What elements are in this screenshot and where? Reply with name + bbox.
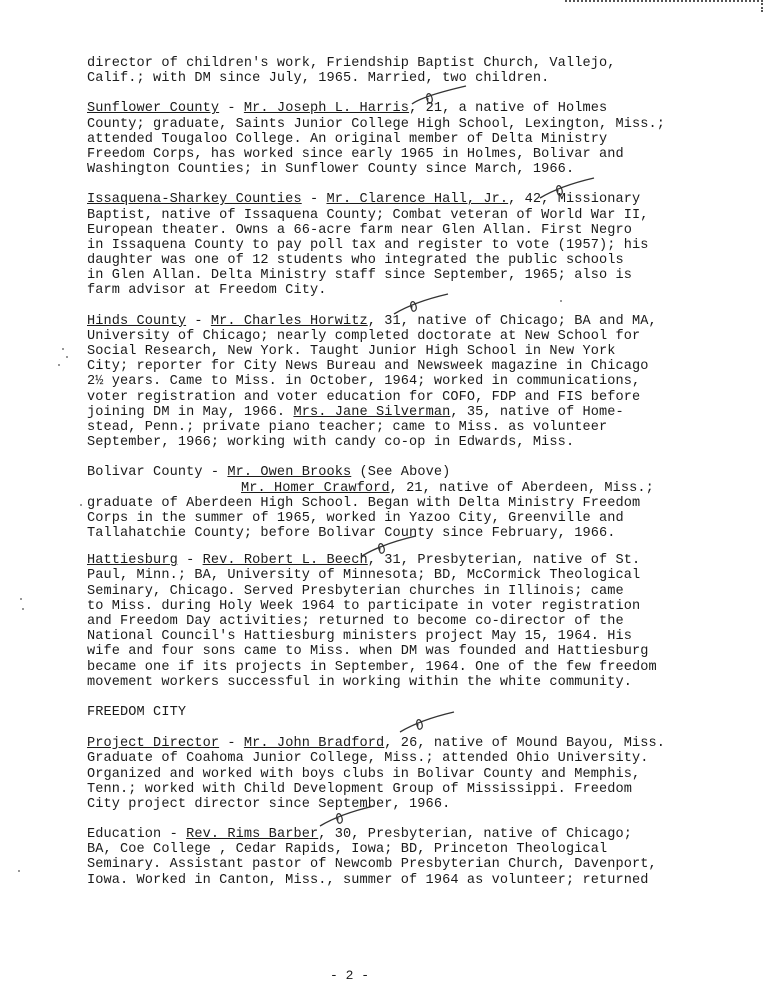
paragraph-bolivar-county bbox=[87, 465, 727, 541]
separator: - bbox=[177, 553, 203, 569]
text-line: and Freedom Day activities; returned to become co-director of the bbox=[87, 614, 624, 629]
text-line: City; reporter for City News Bureau and Newsweek magazine in Chicago bbox=[87, 359, 649, 375]
page-edge-dots-right bbox=[758, 0, 763, 12]
text-line: Calif.; with DM since July, 1965. Married, two children. bbox=[87, 71, 550, 87]
handwritten-check-mark-icon bbox=[410, 84, 470, 110]
text-line: City project director since September, 1966. bbox=[87, 796, 451, 812]
separator: - bbox=[219, 101, 244, 117]
entry-first-line bbox=[87, 736, 727, 751]
paragraph-intro bbox=[87, 56, 727, 86]
text-line: stead, Penn.; private piano teacher; came to Miss. as volunteer bbox=[87, 419, 608, 435]
text-line: European theater. Owns a 66-acre farm near Glen Allan. First Negro bbox=[87, 222, 632, 238]
handwritten-check-mark-icon bbox=[398, 710, 458, 736]
text-line: daughter was one of 12 students who integrated the public schools bbox=[87, 253, 624, 269]
page-edge-dots bbox=[565, 0, 763, 2]
text-line: Paul, Minn.; BA, University of Minnesota; BD, McCormick Theological bbox=[87, 568, 641, 584]
text-line: National Council's Hattiesburg ministers project May 15, 1964. His bbox=[87, 629, 632, 645]
paragraph-issaquena-sharkey bbox=[87, 192, 727, 298]
handwritten-check-mark-icon bbox=[538, 176, 598, 202]
text-line: Baptist, native of Issaquena County; Combat veteran of World War II, bbox=[87, 207, 649, 223]
separator: - bbox=[161, 827, 187, 843]
staff-name-second: Mrs. Jane Silverman bbox=[293, 404, 451, 420]
text-line: County; graduate, Saints Junior College High School, Lexington, Miss.; bbox=[87, 116, 666, 132]
text-line: in Glen Allan. Delta Ministry staff since September, 1965; also is bbox=[87, 268, 632, 284]
text-line: University of Chicago; nearly completed doctorate at New School for bbox=[87, 328, 641, 344]
text-line: Iowa. Worked in Canton, Miss., summer of 1964 as volunteer; returned bbox=[87, 872, 649, 888]
scan-speck bbox=[22, 608, 24, 610]
entry-second-staff-line bbox=[87, 481, 727, 496]
text-line: Organized and worked with boys clubs in Bolivar County and Memphis, bbox=[87, 766, 641, 782]
handwritten-check-mark-icon bbox=[360, 534, 420, 560]
staff-name-second: Mr. Homer Crawford bbox=[241, 480, 390, 496]
document-body bbox=[87, 56, 727, 903]
page-number: - 2 - bbox=[330, 968, 370, 983]
separator: - bbox=[202, 465, 228, 481]
text-line: wife and four sons came to Miss. when DM was founded and Hattiesburg bbox=[87, 644, 649, 660]
text-fragment: , 21, native of Aberdeen, Miss.; bbox=[389, 480, 654, 496]
text-line: director of children's work, Friendship Baptist Church, Vallejo, bbox=[87, 56, 616, 71]
entry-second-staff-line bbox=[87, 405, 727, 420]
text-line: graduate of Aberdeen High School. Began with Delta Ministry Freedom bbox=[87, 495, 641, 511]
text-line: to Miss. during Holy Week 1964 to participate in voter registration bbox=[87, 598, 641, 614]
scan-speck bbox=[62, 348, 64, 350]
text-line: September, 1966; working with candy co-op in Edwards, Miss. bbox=[87, 435, 575, 451]
text-line: Social Research, New York. Taught Junior High School in New York bbox=[87, 344, 616, 359]
text-line: in Issaquena County to pay poll tax and register to vote (1957); his bbox=[87, 237, 649, 253]
entry-first-line bbox=[87, 192, 727, 207]
separator: - bbox=[186, 313, 211, 329]
text-fragment: , 26, native of Mound Bayou, Miss. bbox=[384, 736, 666, 752]
county-heading: Hinds County bbox=[87, 313, 187, 329]
text-fragment: , 42, Missionary bbox=[508, 192, 641, 208]
paragraph-hattiesburg bbox=[87, 553, 727, 690]
separator: - bbox=[219, 736, 244, 752]
text-line: farm advisor at Freedom City. bbox=[87, 283, 327, 299]
text-fragment: (See Above) bbox=[351, 465, 451, 481]
staff-name: Mr. Charles Horwitz bbox=[210, 313, 368, 329]
paragraph-sunflower-county bbox=[87, 101, 727, 177]
text-line: Tallahatchie County; before Bolivar County since February, 1966. bbox=[87, 526, 616, 542]
staff-name: Mr. Clarence Hall, Jr. bbox=[326, 192, 509, 208]
entry-first-line bbox=[87, 101, 727, 116]
role-heading: Project Director bbox=[87, 736, 220, 752]
text-line: Tenn.; worked with Child Development Group of Mississippi. Freedom bbox=[87, 781, 632, 797]
text-line: BA, Coe College , Cedar Rapids, Iowa; BD, Princeton Theological bbox=[87, 842, 608, 858]
paragraph-education bbox=[87, 827, 727, 888]
paragraph-hinds-county bbox=[87, 314, 727, 451]
scan-speck bbox=[560, 300, 562, 302]
staff-name: Mr. Joseph L. Harris bbox=[243, 101, 410, 117]
staff-name: Mr. John Bradford bbox=[243, 736, 385, 752]
county-heading: Sunflower County bbox=[87, 101, 220, 117]
text-fragment: , 30, Presbyterian, native of Chicago; bbox=[318, 827, 633, 843]
entry-first-line bbox=[87, 465, 727, 480]
text-fragment: , 31, native of Chicago; BA and MA, bbox=[367, 313, 657, 329]
text-line: Washington Counties; in Sunflower County since March, 1966. bbox=[87, 162, 575, 178]
text-line: Graduate of Coahoma Junior College, Miss.; attended Ohio University. bbox=[87, 751, 649, 767]
section-title: FREEDOM CITY bbox=[87, 704, 187, 720]
role-heading: Education bbox=[87, 827, 162, 843]
text-line: voter registration and voter education for COFO, FDP and FIS before bbox=[87, 389, 641, 405]
separator: - bbox=[301, 192, 327, 208]
scan-speck bbox=[66, 356, 68, 358]
text-line: Seminary. Assistant pastor of Newcomb Presbyterian Church, Davenport, bbox=[87, 857, 657, 873]
staff-name: Rev. Robert L. Beech bbox=[202, 553, 368, 569]
text-fragment: , 31, Presbyterian, native of St. bbox=[367, 553, 641, 569]
handwritten-check-mark-icon bbox=[318, 804, 378, 830]
text-line: Seminary, Chicago. Served Presbyterian churches in Illinois; came bbox=[87, 583, 624, 599]
staff-name: Rev. Rims Barber bbox=[186, 827, 319, 843]
staff-name: Mr. Owen Brooks bbox=[227, 465, 352, 481]
text-fragment: , 21, a native of Holmes bbox=[409, 101, 608, 117]
text-line: movement workers successful in working within the white community. bbox=[87, 674, 632, 690]
county-heading: Hattiesburg bbox=[87, 553, 178, 569]
county-heading: Bolivar County bbox=[87, 465, 203, 481]
text-fragment: joining DM in May, 1966. bbox=[87, 404, 286, 420]
text-line: Freedom Corps, has worked since early 1965 in Holmes, Bolivar and bbox=[87, 146, 624, 162]
handwritten-check-mark-icon bbox=[392, 292, 452, 318]
county-heading: Issaquena-Sharkey Counties bbox=[87, 192, 302, 208]
scan-speck bbox=[58, 364, 60, 366]
entry-first-line bbox=[87, 827, 727, 842]
scan-speck bbox=[18, 870, 20, 872]
scan-speck bbox=[20, 598, 22, 600]
text-line: attended Tougaloo College. An original member of Delta Ministry bbox=[87, 131, 608, 147]
text-line: 2½ years. Came to Miss. in October, 1964; worked in communications, bbox=[87, 374, 641, 390]
paragraph-project-director bbox=[87, 736, 727, 812]
text-fragment: , 35, native of Home- bbox=[450, 404, 624, 420]
text-line: became one if its projects in September, 1964. One of the few freedom bbox=[87, 659, 657, 675]
scan-speck bbox=[80, 504, 82, 506]
text-line: Corps in the summer of 1965, worked in Yazoo City, Greenville and bbox=[87, 510, 624, 526]
